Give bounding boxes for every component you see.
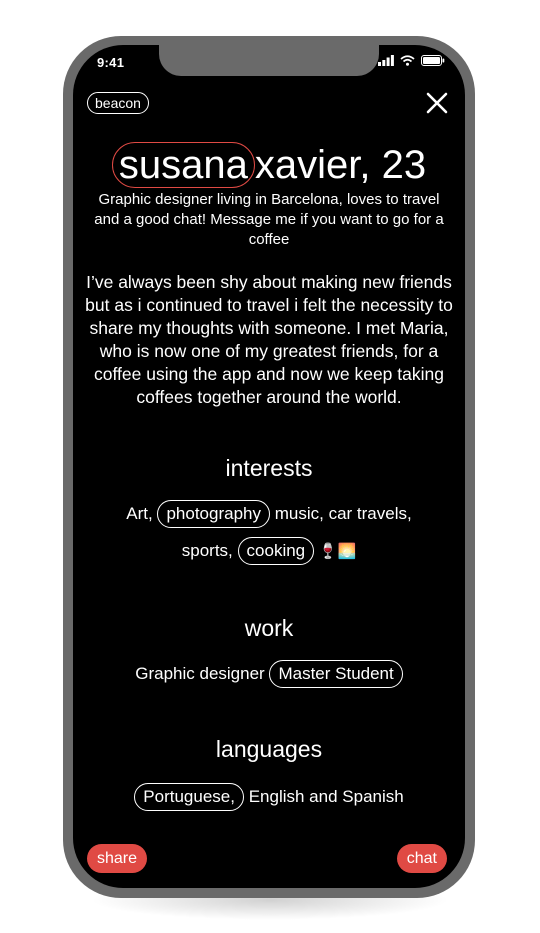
chat-button[interactable]: chat <box>397 844 447 873</box>
last-name-age: xavier, 23 <box>254 143 427 187</box>
first-name: susana <box>112 142 255 188</box>
interests-title: interests <box>225 455 313 481</box>
profile-tagline: Graphic designer living in Barcelona, loves to travel and a good chat! Message me if you want to go for a coffee <box>94 191 444 248</box>
battery-icon <box>421 55 445 66</box>
interest-pill-cooking[interactable]: cooking <box>238 537 315 565</box>
interests-line-1 <box>73 500 465 528</box>
app-logo[interactable]: beacon <box>87 92 149 114</box>
wifi-icon <box>400 55 415 66</box>
close-icon[interactable] <box>425 91 449 115</box>
profile-story: I’ve always been shy about making new friends but as i continued to travel i felt the necessity to share my thoughts with someone. I met Maria, who is now one of my greatest friends, for a coffee using the app and now we keep taking coffees together around the world. <box>85 272 453 407</box>
languages-text: English and Spanish <box>248 787 404 806</box>
share-button[interactable]: share <box>87 844 147 873</box>
work-title: work <box>244 615 294 641</box>
languages-title: languages <box>215 736 323 762</box>
interest-pill-photography[interactable]: photography <box>157 500 270 528</box>
wine-sunset-emoji: 🍷🌅 <box>318 543 357 560</box>
status-time: 9:41 <box>97 55 125 70</box>
work-line <box>73 660 465 688</box>
signal-icon <box>378 55 394 66</box>
work-pill-master-student[interactable]: Master Student <box>269 660 402 688</box>
phone-notch <box>159 45 379 76</box>
interests-line-2 <box>73 537 465 565</box>
phone-screen <box>73 45 465 888</box>
interest-text: Art, <box>126 504 153 523</box>
interest-text: sports, <box>181 541 233 560</box>
work-text: Graphic designer <box>135 664 265 683</box>
interest-text: music, car travels, <box>274 504 412 523</box>
status-icons <box>378 55 445 66</box>
language-pill-portuguese[interactable]: Portuguese, <box>134 783 244 811</box>
languages-line <box>73 783 465 811</box>
profile-name <box>73 139 465 191</box>
